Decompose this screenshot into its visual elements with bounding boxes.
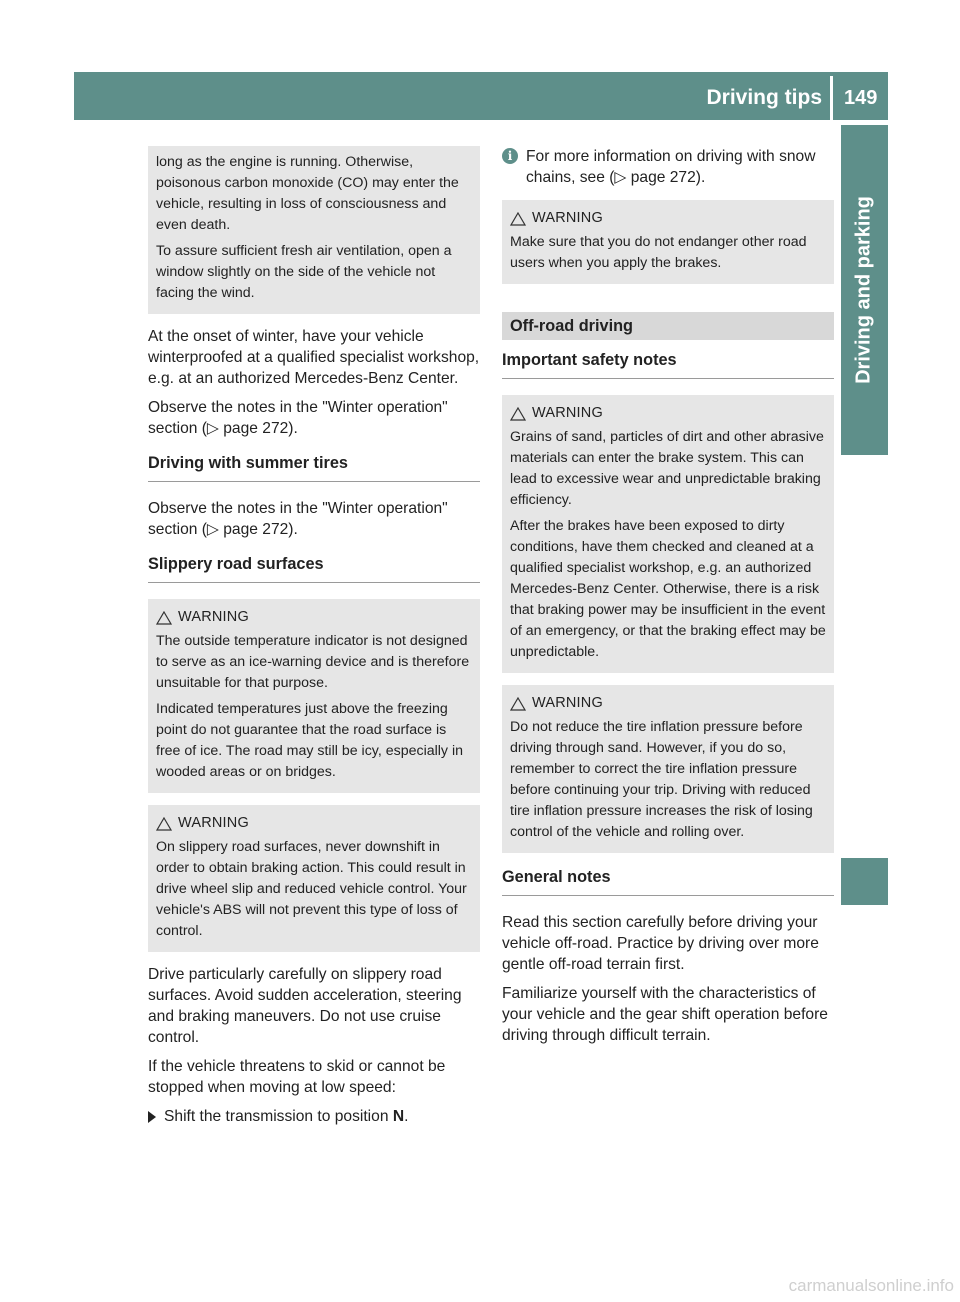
instruction-step bbox=[148, 1106, 480, 1127]
paragraph: Familiarize yourself with the characteristics of your vehicle and the gear shift operation before driving through difficult terrain. bbox=[502, 985, 828, 1044]
heading-safety-notes: Important safety notes bbox=[502, 350, 834, 379]
warning-label: WARNING bbox=[178, 815, 249, 831]
warning-box bbox=[502, 200, 834, 284]
chapter-title: Driving tips bbox=[706, 86, 822, 109]
section-side-tab bbox=[841, 125, 888, 455]
warning-triangle-icon bbox=[510, 212, 526, 226]
heading-general-notes: General notes bbox=[502, 867, 834, 896]
info-text: For more information on driving with snow chains, see (▷ page 272). bbox=[526, 148, 816, 186]
header-divider bbox=[830, 76, 833, 120]
warning-box bbox=[502, 395, 834, 673]
left-column bbox=[148, 146, 480, 1127]
step-text: Shift the transmission to position bbox=[164, 1108, 393, 1125]
warning-label: WARNING bbox=[532, 695, 603, 711]
warning-text: The outside temperature indicator is not designed to serve as an ice-warning device and is therefore unsuitable for that purpose. bbox=[156, 633, 470, 691]
warning-text: Make sure that you do not endanger other road users when you apply the brakes. bbox=[510, 234, 807, 271]
heading-off-road: Off-road driving bbox=[502, 312, 834, 340]
right-column bbox=[502, 146, 834, 1054]
warning-box bbox=[502, 685, 834, 853]
warning-text: To assure sufficient fresh air ventilation, open a window slightly on the side of the vehicle not facing the wind. bbox=[156, 243, 452, 301]
warning-text: Indicated temperatures just above the freezing point do not guarantee that the road surface is free of ice. The road may still be icy, especially in wooded areas or on bridges. bbox=[156, 701, 464, 780]
paragraph: Drive particularly carefully on slippery road surfaces. Avoid sudden acceleration, steering and braking maneuvers. Do not use cruise control. bbox=[148, 966, 462, 1046]
info-icon: i bbox=[502, 148, 518, 164]
warning-label: WARNING bbox=[178, 609, 249, 625]
page-number: 149 bbox=[844, 87, 878, 109]
step-arrow-icon bbox=[148, 1110, 156, 1124]
warning-text: Grains of sand, particles of dirt and other abrasive materials can enter the brake system. This can lead to excessive wear and unpredictable braking efficiency. bbox=[510, 429, 824, 508]
warning-box-continued bbox=[148, 146, 480, 314]
watermark: carmanualsonline.info bbox=[788, 1276, 954, 1295]
warning-triangle-icon bbox=[156, 611, 172, 625]
warning-box bbox=[148, 599, 480, 793]
warning-triangle-icon bbox=[510, 407, 526, 421]
paragraph: Observe the notes in the "Winter operation" section (▷ page 272). bbox=[148, 399, 448, 437]
warning-text: On slippery road surfaces, never downshift in order to obtain braking action. This could result in drive wheel slip and reduced vehicle control. Your vehicle's ABS will not prevent this type of loss of control. bbox=[156, 839, 467, 939]
header-bar bbox=[74, 72, 888, 120]
section-side-tab-label: Driving and parking bbox=[852, 196, 875, 384]
paragraph: Read this section carefully before driving your vehicle off-road. Practice by driving over more gentle off-road terrain first. bbox=[502, 914, 819, 973]
warning-triangle-icon bbox=[156, 817, 172, 831]
paragraph: At the onset of winter, have your vehicle winterproofed at a qualified specialist workshop, e.g. at an authorized Mercedes-Benz Center. bbox=[148, 328, 480, 387]
gear-position: N bbox=[392, 1108, 405, 1125]
info-note bbox=[502, 146, 834, 188]
step-text-end: . bbox=[404, 1108, 409, 1125]
paragraph: If the vehicle threatens to skid or cannot be stopped when moving at low speed: bbox=[148, 1058, 446, 1096]
warning-label: WARNING bbox=[532, 210, 603, 226]
warning-text: long as the engine is running. Otherwise, poisonous carbon monoxide (CO) may enter the vehicle, resulting in loss of consciousness and even death. bbox=[156, 154, 459, 233]
heading-slippery-roads: Slippery road surfaces bbox=[148, 554, 480, 583]
warning-text: Do not reduce the tire inflation pressure before driving through sand. However, if you do so, remember to correct the tire inflation pressure before continuing your trip. Driving with reduced tire inflation pressure increases the risk of losing control of the vehicle and rolling over. bbox=[510, 719, 813, 840]
paragraph: Observe the notes in the "Winter operation" section (▷ page 272). bbox=[148, 500, 448, 538]
heading-summer-tires: Driving with summer tires bbox=[148, 453, 480, 482]
warning-label: WARNING bbox=[532, 405, 603, 421]
warning-box bbox=[148, 805, 480, 952]
warning-triangle-icon bbox=[510, 697, 526, 711]
side-marker bbox=[841, 858, 888, 905]
warning-text: After the brakes have been exposed to dirty conditions, have them checked and cleaned at a qualified specialist workshop, e.g. an authorized Mercedes-Benz Center. Otherwise, there is a risk that braking power may be insufficient in the event of an emergency, or that the braking effect may be unpredictable. bbox=[510, 518, 826, 660]
